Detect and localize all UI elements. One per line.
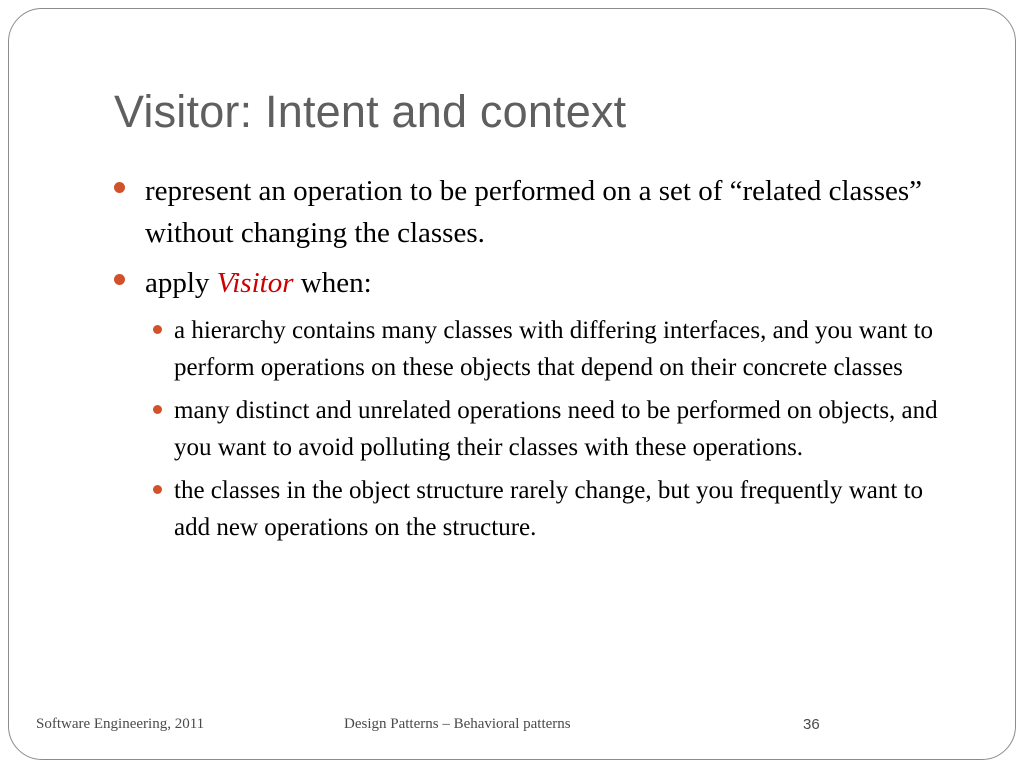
bullet-text-prefix: apply [145,267,217,299]
footer-topic: Design Patterns – Behavioral patterns [344,716,571,732]
bullet-item [114,170,964,254]
sub-bullet-dot-icon [153,485,162,494]
slide-title: Visitor: Intent and context [114,86,627,137]
sub-bullet-text: many distinct and unrelated operations need to be performed on objects, and you want to avoid polluting their classes with these operations. [174,397,938,461]
sub-bullet-item [153,312,964,386]
slide-body [114,170,964,552]
bullet-item [114,262,964,304]
footer-course: Software Engineering, 2011 [36,716,205,732]
sub-bullet-item [153,392,964,466]
bullet-dot-icon [114,182,125,193]
sub-bullet-dot-icon [153,405,162,414]
sub-bullet-item [153,472,964,546]
sub-bullet-dot-icon [153,325,162,334]
bullet-dot-icon [114,274,125,285]
sub-bullet-text: a hierarchy contains many classes with differing interfaces, and you want to perform operations on these objects that depend on their concrete classes [174,317,934,381]
bullet-text: represent an operation to be performed on a set of “related classes” without changing the classes. [145,175,923,249]
bullet-emphasis: Visitor [216,267,294,299]
bullet-text-suffix: when: [293,267,372,299]
footer-page-number: 36 [803,716,820,733]
sub-bullet-text: the classes in the object structure rarely change, but you frequently want to add new operations on the structure. [174,477,924,541]
